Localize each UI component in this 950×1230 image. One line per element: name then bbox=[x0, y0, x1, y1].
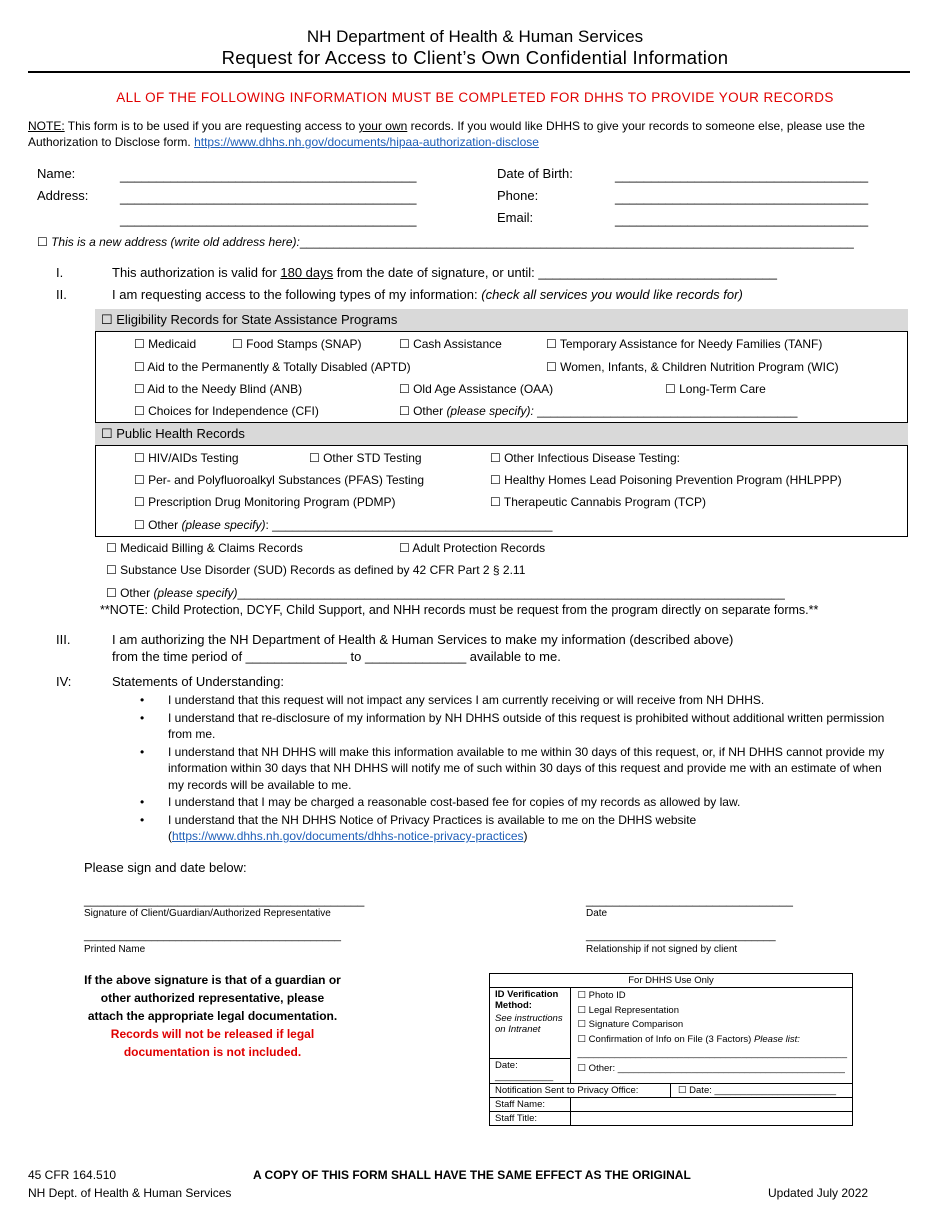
completion-banner: ALL OF THE FOLLOWING INFORMATION MUST BE COMPLETED FOR DHHS TO PROVIDE YOUR RECORDS bbox=[116, 90, 834, 105]
public-health-other-specify: (please specify) bbox=[181, 518, 266, 532]
section-4-number: IV: bbox=[56, 674, 72, 689]
section-1-text-b: from the date of signature, or until: bbox=[333, 265, 539, 280]
new-address-row[interactable] bbox=[37, 235, 854, 249]
section-3-number: III. bbox=[56, 632, 71, 647]
please-list-label: Please list: bbox=[753, 1033, 800, 1045]
notification-row bbox=[490, 1084, 853, 1098]
public-health-other-checkbox[interactable] bbox=[134, 518, 552, 532]
oaa-checkbox[interactable]: ☐ Old Age Assistance (OAA) bbox=[399, 382, 554, 396]
guardian-warning-1: Records will not be released if legal bbox=[110, 1027, 315, 1041]
eligibility-other-field[interactable]: _______________________________________ bbox=[533, 404, 798, 418]
statement-5-close: ) bbox=[523, 829, 528, 843]
anb-checkbox[interactable]: ☐ Aid to the Needy Blind (ANB) bbox=[134, 382, 303, 396]
other-records-field[interactable]: __________________________________________________________________________________ bbox=[237, 586, 785, 600]
footer-copy-notice: A COPY OF THIS FORM SHALL HAVE THE SAME EFFECT AS THE ORIGINAL bbox=[253, 1168, 691, 1182]
legal-rep-checkbox[interactable]: ☐ Legal Representation bbox=[577, 1004, 680, 1016]
section-3-line-2: from the time period of ______________ to ______________ available to me. bbox=[112, 649, 561, 664]
photo-id-checkbox[interactable]: ☐ Photo ID bbox=[577, 990, 626, 1001]
other-records-label: ☐ Other bbox=[106, 586, 154, 600]
pdmp-checkbox[interactable]: ☐ Prescription Drug Monitoring Program (PDMP) bbox=[134, 495, 396, 509]
signature-field[interactable]: __________________________________________ bbox=[84, 893, 365, 907]
long-term-care-checkbox[interactable]: ☐ Long-Term Care bbox=[665, 382, 766, 396]
medicaid-billing-checkbox[interactable]: ☐ Medicaid Billing & Claims Records bbox=[106, 541, 303, 555]
snap-checkbox[interactable]: ☐ Food Stamps (SNAP) bbox=[232, 337, 362, 351]
public-health-other-label: ☐ Other bbox=[134, 518, 182, 532]
infectious-disease-checkbox[interactable]: ☐ Other Infectious Disease Testing: bbox=[490, 451, 680, 465]
confirmation-list-field[interactable]: ___________________________________________________ bbox=[577, 1048, 847, 1059]
eligibility-other-checkbox[interactable] bbox=[399, 404, 797, 418]
pfas-checkbox[interactable]: ☐ Per- and Polyfluoroalkyl Substances (PFAS) Testing bbox=[134, 473, 425, 487]
statement-1: • I understand that this request will not impact any services I am currently receiving or will receive from NH DHHS. bbox=[140, 692, 900, 709]
note-text-3: records. If you would like DHHS to give your records to someone else, please use the bbox=[407, 119, 865, 133]
privacy-practices-link[interactable]: https://www.dhhs.nh.gov/documents/dhhs-notice-privacy-practices bbox=[172, 829, 524, 843]
department-name: NH Department of Health & Human Services bbox=[306, 27, 644, 46]
dob-label: Date of Birth: bbox=[497, 166, 573, 181]
public-health-other-field[interactable]: : __________________________________________ bbox=[265, 518, 553, 532]
footer-updated: Updated July 2022 bbox=[768, 1186, 869, 1200]
signature-label: Signature of Client/Guardian/Authorized Representative bbox=[84, 908, 331, 919]
adult-protection-checkbox[interactable]: ☐ Adult Protection Records bbox=[399, 541, 546, 555]
address-field-2[interactable]: _________________________________________ bbox=[120, 212, 417, 227]
child-protection-note: **NOTE: Child Protection, DCYF, Child Support, and NHH records must be request from the program directly on separate forms.** bbox=[100, 603, 819, 617]
public-health-records-checkbox[interactable]: ☐ Public Health Records bbox=[95, 423, 908, 446]
date-field[interactable]: _______________________________ bbox=[586, 893, 793, 907]
verification-date-field[interactable]: Date: ___________ bbox=[490, 1059, 571, 1084]
hipaa-authorization-link[interactable]: https://www.dhhs.nh.gov/documents/hipaa-authorization-disclose bbox=[194, 135, 539, 149]
tanf-checkbox[interactable]: ☐ Temporary Assistance for Needy Families (TANF) bbox=[546, 337, 823, 351]
note-line-1 bbox=[28, 119, 865, 133]
section-3-line-1: I am authorizing the NH Department of Health & Human Services to make my information (described above) bbox=[112, 632, 734, 647]
guardian-note-1: If the above signature is that of a guardian or bbox=[84, 973, 341, 987]
statement-2: • I understand that re-disclosure of my information by NH DHHS outside of this request is prohibited without additional written permission from me. bbox=[140, 710, 900, 743]
address-field-1[interactable]: _________________________________________ bbox=[120, 190, 417, 205]
name-field[interactable]: _________________________________________ bbox=[120, 168, 417, 183]
eligibility-records-checkbox[interactable]: ☐ Eligibility Records for State Assistance Programs bbox=[95, 309, 908, 332]
statement-3: • I understand that NH DHHS will make this information available to me within 30 days of this request, or, if NH DHHS cannot provide my information within 30 days that NH DHHS will notify me of such within 30 days of this request and provide me with an estimate of when my records will be available to me. bbox=[140, 744, 900, 794]
section-2-text bbox=[112, 287, 743, 302]
statement-4: • I understand that I may be charged a reasonable cost-based fee for copies of my records as allowed by law. bbox=[140, 794, 900, 811]
note-text-4: Authorization to Disclose form. bbox=[28, 135, 195, 149]
eligibility-other-label: ☐ Other bbox=[399, 404, 447, 418]
confirmation-info-checkbox[interactable] bbox=[578, 1033, 847, 1048]
statement-5-open: ( bbox=[168, 829, 172, 843]
dob-field[interactable]: ___________________________________ bbox=[615, 168, 869, 183]
other-id-checkbox[interactable]: ☐ Other: ___________________________________________ bbox=[577, 1062, 845, 1074]
eligibility-other-specify: (please specify): bbox=[446, 404, 534, 418]
confirmation-info-label: ☐ Confirmation of Info on File (3 Factors) bbox=[577, 1033, 754, 1045]
note-label: NOTE: bbox=[28, 119, 65, 133]
section-1-number: I. bbox=[56, 265, 64, 280]
hhlppp-checkbox[interactable]: ☐ Healthy Homes Lead Poisoning Prevention Program (HHLPPP) bbox=[490, 473, 842, 487]
old-address-field[interactable]: ___________________________________________________________________________________ bbox=[299, 235, 854, 249]
note-own-records: your own bbox=[358, 119, 408, 133]
statement-5 bbox=[140, 812, 900, 845]
phone-field[interactable]: ___________________________________ bbox=[615, 190, 869, 205]
printed-name-label: Printed Name bbox=[84, 944, 146, 955]
section-1-text-a: This authorization is valid for bbox=[112, 265, 281, 280]
section-4-title: Statements of Understanding: bbox=[112, 674, 284, 689]
section-1-text bbox=[112, 265, 777, 280]
signature-comparison-checkbox[interactable]: ☐ Signature Comparison bbox=[577, 1019, 684, 1030]
cfi-checkbox[interactable]: ☐ Choices for Independence (CFI) bbox=[134, 404, 319, 418]
staff-title-field[interactable] bbox=[570, 1112, 852, 1126]
dhhs-use-only-table bbox=[489, 973, 853, 1126]
id-verification-label: ID Verification Method: bbox=[495, 989, 559, 1011]
relationship-label: Relationship if not signed by client bbox=[586, 944, 738, 955]
dhhs-use-header: For DHHS Use Only bbox=[490, 974, 853, 988]
staff-title-label: Staff Title: bbox=[490, 1112, 571, 1126]
form-title: Request for Access to Client’s Own Confidential Information bbox=[221, 47, 729, 68]
date-label: Date bbox=[586, 908, 608, 919]
staff-name-label: Staff Name: bbox=[490, 1098, 571, 1112]
id-verification-note: See instructions on Intranet bbox=[495, 1013, 563, 1035]
tcp-checkbox[interactable]: ☐ Therapeutic Cannabis Program (TCP) bbox=[490, 495, 706, 509]
guardian-note-2: other authorized representative, please bbox=[100, 991, 325, 1005]
staff-name-field[interactable] bbox=[570, 1098, 852, 1112]
new-address-checkbox[interactable]: ☐ bbox=[37, 235, 52, 249]
medicaid-checkbox[interactable]: ☐ Medicaid bbox=[134, 337, 197, 351]
footer-cfr: 45 CFR 164.510 bbox=[28, 1168, 117, 1182]
footer-dept: NH Dept. of Health & Human Services bbox=[28, 1186, 232, 1200]
address-label: Address: bbox=[37, 188, 89, 203]
id-verification-cell bbox=[490, 988, 571, 1059]
note-line-2 bbox=[28, 135, 539, 149]
email-label: Email: bbox=[497, 210, 534, 225]
sud-records-checkbox[interactable]: ☐ Substance Use Disorder (SUD) Records as defined by 42 CFR Part 2 § 2.11 bbox=[106, 563, 526, 577]
guardian-note-3: attach the appropriate legal documentation. bbox=[87, 1009, 338, 1023]
other-records-specify: (please specify) bbox=[153, 586, 238, 600]
new-address-label: This is a new address (write old address here): bbox=[51, 235, 300, 249]
section-2-text-b: (check all services you would like records for) bbox=[481, 287, 743, 302]
until-date-field[interactable]: _________________________________ bbox=[538, 265, 777, 280]
aptd-checkbox[interactable]: ☐ Aid to the Permanently & Totally Disabled (APTD) bbox=[134, 360, 411, 374]
phone-label: Phone: bbox=[497, 188, 539, 203]
sign-prompt: Please sign and date below: bbox=[84, 860, 247, 875]
section-2-number: II. bbox=[56, 287, 67, 302]
relationship-field[interactable]: _______________________________ bbox=[586, 930, 776, 942]
guardian-note bbox=[60, 971, 365, 1061]
wic-checkbox[interactable]: ☐ Women, Infants, & Children Nutrition Program (WIC) bbox=[546, 360, 839, 374]
id-options-cell bbox=[570, 988, 852, 1084]
section-2-text-a: I am requesting access to the following types of my information: bbox=[112, 287, 482, 302]
notification-date-field[interactable]: ☐ Date: _______________________ bbox=[678, 1085, 837, 1096]
notification-label: Notification Sent to Privacy Office: bbox=[490, 1084, 671, 1097]
statement-5-text: I understand that the NH DHHS Notice of Privacy Practices is available to me on the DHHS website bbox=[168, 812, 697, 827]
header-rule bbox=[28, 71, 910, 73]
other-records-checkbox[interactable] bbox=[106, 586, 785, 600]
note-text-1: This form is to be used if you are requesting access to bbox=[64, 119, 359, 133]
hiv-testing-checkbox[interactable]: ☐ HIV/AIDs Testing bbox=[134, 451, 239, 465]
cash-assistance-checkbox[interactable]: ☐ Cash Assistance bbox=[399, 337, 502, 351]
statements-list bbox=[140, 692, 900, 846]
valid-days: 180 days bbox=[280, 265, 334, 280]
printed-name-field[interactable]: __________________________________________ bbox=[84, 930, 341, 942]
std-testing-checkbox[interactable]: ☐ Other STD Testing bbox=[309, 451, 422, 465]
guardian-warning-2: documentation is not included. bbox=[123, 1045, 302, 1059]
name-label: Name: bbox=[37, 166, 76, 181]
email-field[interactable]: ___________________________________ bbox=[615, 212, 869, 227]
